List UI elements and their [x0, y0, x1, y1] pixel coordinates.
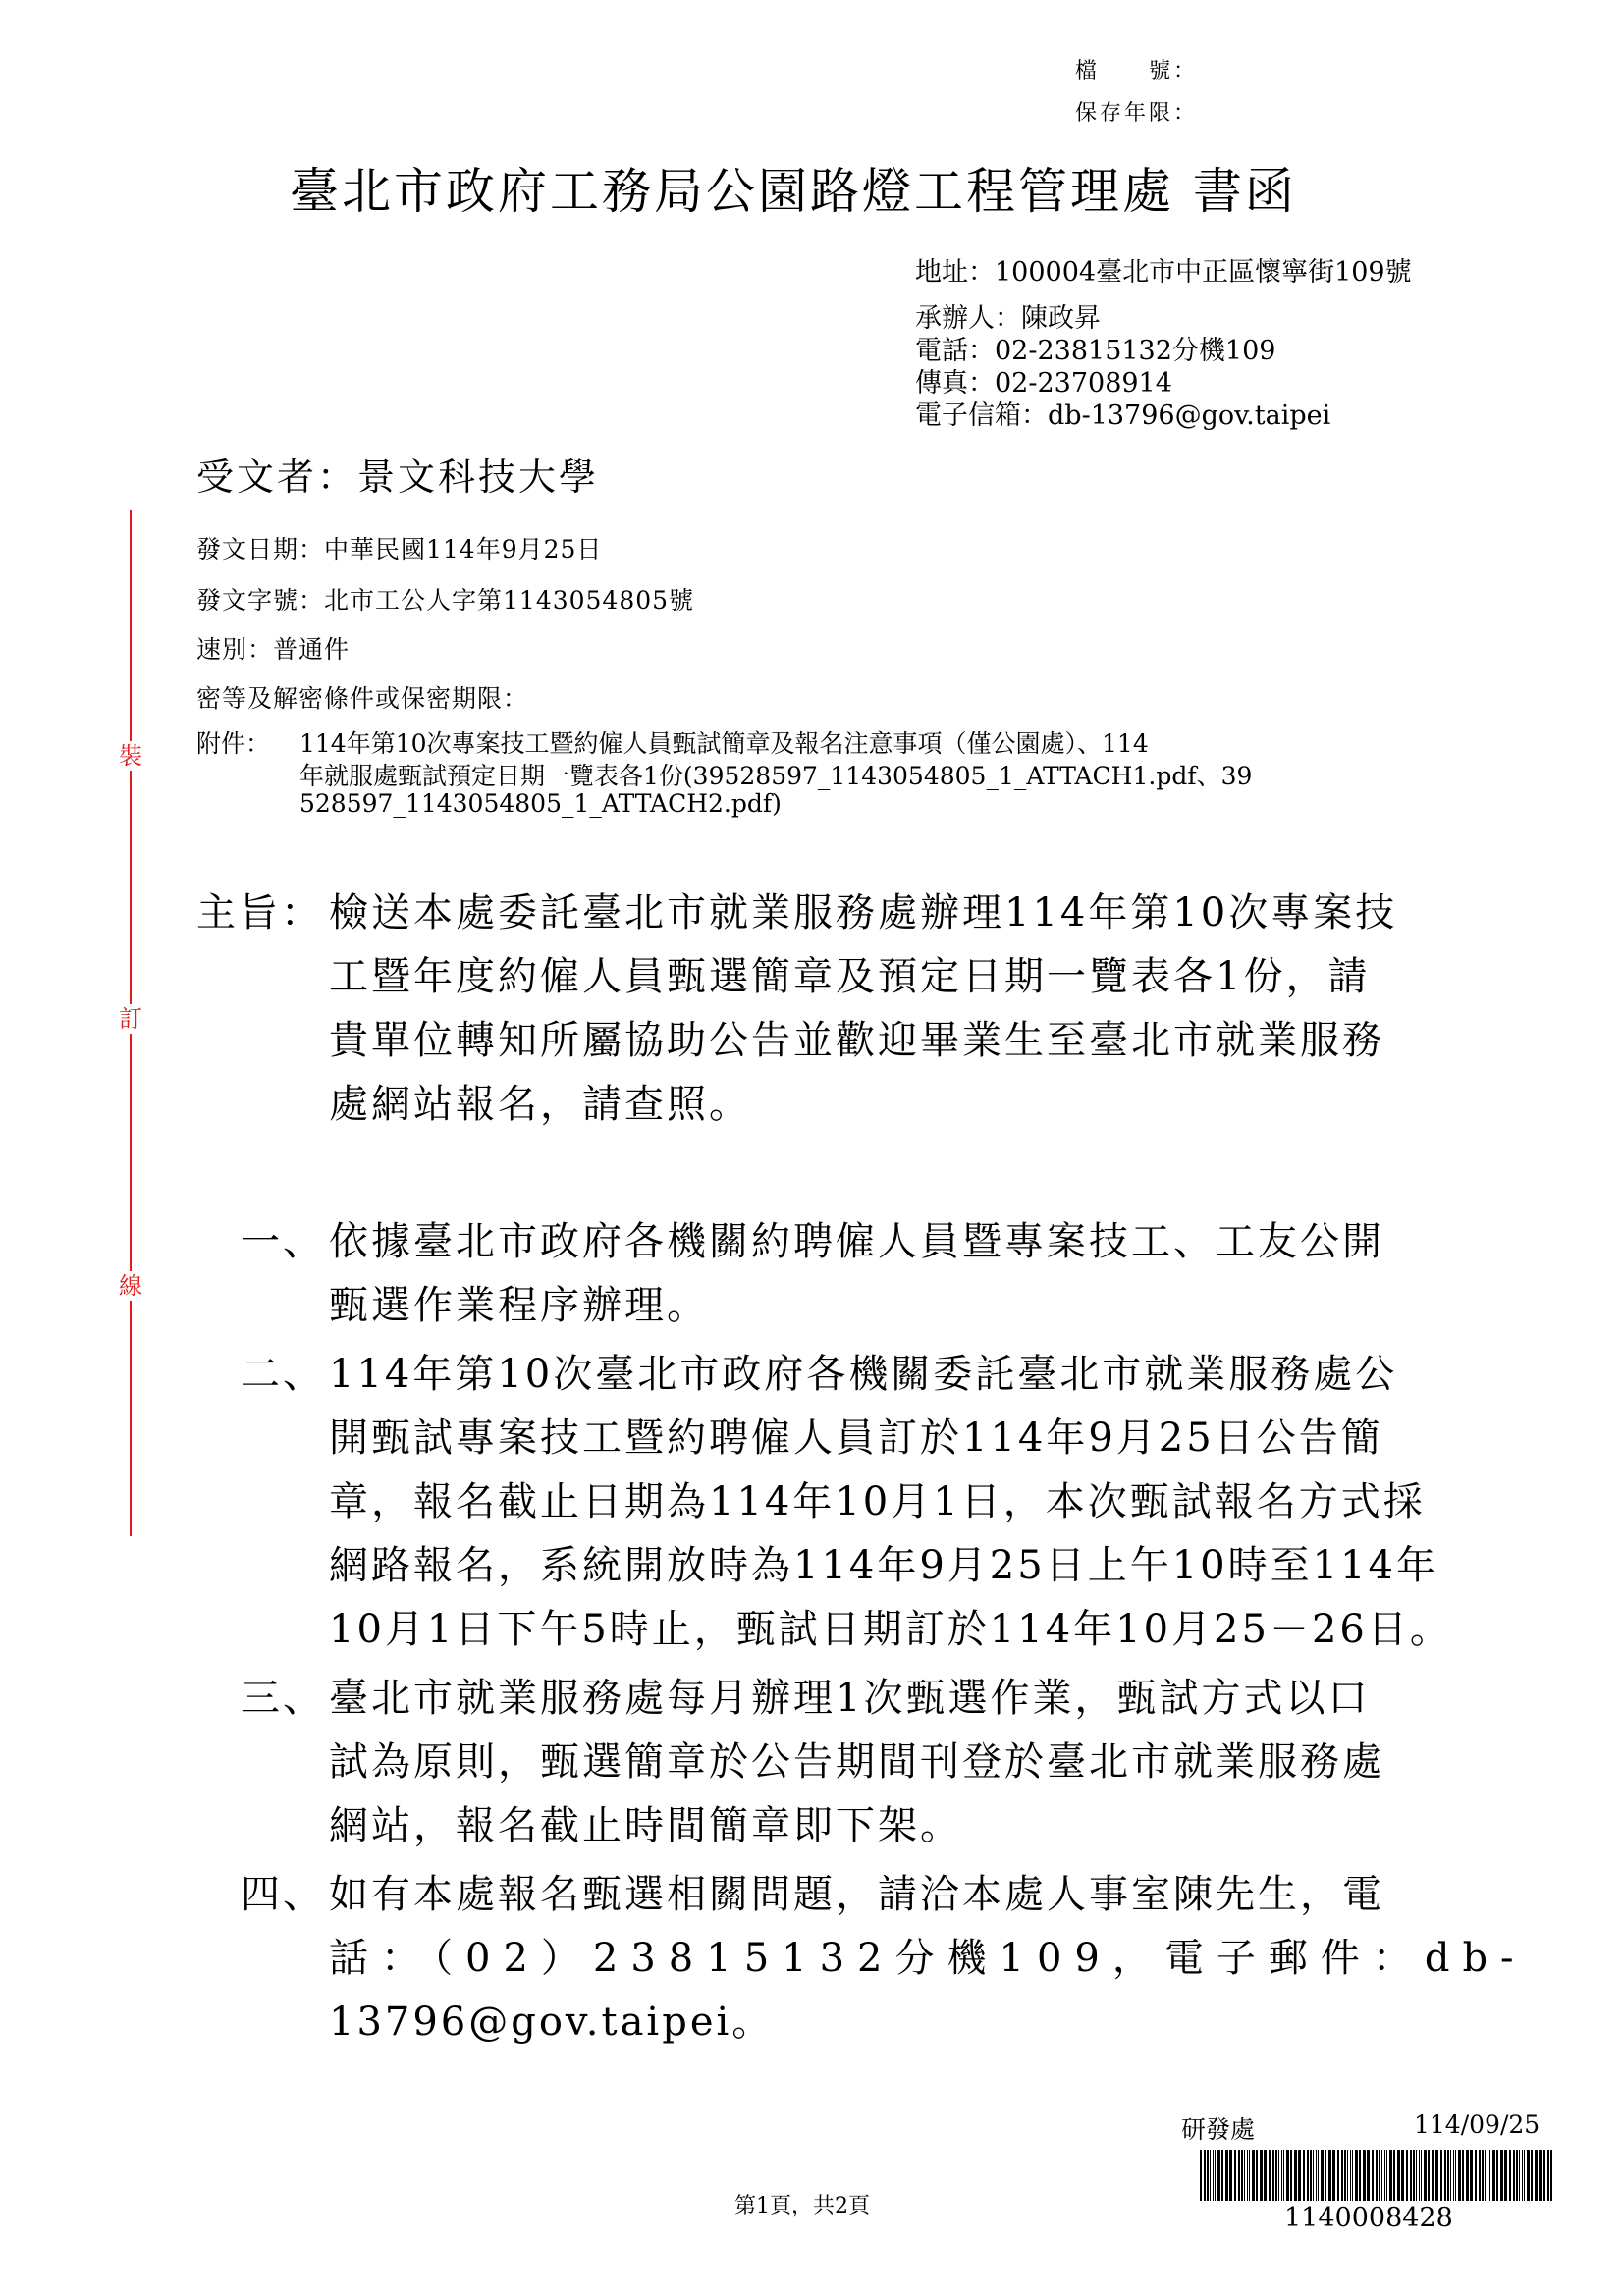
item-label: 三、	[241, 1676, 325, 1721]
barcode-bar	[1389, 2150, 1392, 2201]
barcode-bar	[1244, 2150, 1245, 2201]
contact-email: 電子信箱：db-13796@gov.taipei	[915, 400, 1331, 431]
barcode-bar	[1453, 2150, 1454, 2201]
barcode-bar	[1393, 2150, 1395, 2201]
item-line: 開甄試專案技工暨約聘僱人員訂於114年9月25日公告簡	[329, 1415, 1383, 1461]
barcode-bar	[1281, 2150, 1282, 2201]
barcode-bar	[1217, 2150, 1220, 2201]
barcode-bar	[1247, 2150, 1248, 2201]
barcode-bar	[1386, 2150, 1387, 2201]
binding-mark: 線	[119, 1272, 142, 1300]
barcode-bar	[1249, 2150, 1250, 2201]
barcode-bar	[1290, 2150, 1292, 2201]
item-line: 10月1日下午5時止，甄試日期訂於114年10月25－26日。	[329, 1607, 1452, 1652]
barcode-bar	[1363, 2150, 1366, 2201]
contact-phone: 電話：02-23815132分機109	[915, 336, 1276, 366]
barcode-bar	[1550, 2150, 1552, 2201]
barcode-bar	[1225, 2150, 1228, 2201]
subject-line: 貴單位轉知所屬協助公告並歡迎畢業生至臺北市就業服務	[329, 1018, 1384, 1063]
barcode-bar	[1264, 2150, 1267, 2201]
barcode-bar	[1419, 2150, 1420, 2201]
item-line: 114年第10次臺北市政府各機關委託臺北市就業服務處公	[329, 1352, 1398, 1397]
barcode-bar	[1379, 2150, 1380, 2201]
item-line: 13796@gov.taipei。	[329, 2000, 775, 2045]
barcode-bar	[1500, 2150, 1503, 2201]
barcode-bar	[1355, 2150, 1358, 2201]
barcode-bar	[1310, 2150, 1312, 2201]
item-line: 甄選作業程序辦理。	[329, 1283, 709, 1328]
barcode-bar	[1278, 2150, 1279, 2201]
barcode-bar	[1406, 2150, 1408, 2201]
barcode-bar	[1313, 2150, 1314, 2201]
barcode-bar	[1455, 2150, 1456, 2201]
footer-date: 114/09/25	[1414, 2110, 1541, 2139]
barcode-bar	[1447, 2150, 1449, 2201]
contact-handler: 承辦人：陳政昇	[915, 303, 1101, 334]
barcode-bar	[1519, 2150, 1520, 2201]
barcode-bar	[1229, 2150, 1232, 2201]
barcode-bar	[1321, 2150, 1324, 2201]
barcode-bar	[1221, 2150, 1223, 2201]
barcode-bar	[1428, 2150, 1430, 2201]
recipient: 受文者：景文科技大學	[196, 455, 600, 499]
barcode-bar	[1535, 2150, 1538, 2201]
delivery-speed: 速別：普通件	[196, 635, 351, 664]
barcode-bar	[1482, 2150, 1484, 2201]
barcode-bar	[1252, 2150, 1255, 2201]
barcode-bar	[1516, 2150, 1518, 2201]
barcode-bar	[1350, 2150, 1351, 2201]
issue-date: 發文日期：中華民國114年9月25日	[196, 535, 603, 563]
barcode-bar	[1543, 2150, 1545, 2201]
footer-department: 研發處	[1181, 2115, 1256, 2144]
barcode-bar	[1489, 2150, 1490, 2201]
barcode-bar	[1450, 2150, 1451, 2201]
item-line: 臺北市就業服務處每月辦理1次甄選作業，甄試方式以口	[329, 1676, 1371, 1721]
item-line: 網站，報名截止時間簡章即下架。	[329, 1803, 962, 1848]
barcode-bar	[1496, 2150, 1498, 2201]
barcode-bar	[1213, 2150, 1214, 2201]
barcode-bar	[1424, 2150, 1427, 2201]
contact-fax: 傳真：02-23708914	[915, 368, 1172, 399]
barcode-bar	[1372, 2150, 1374, 2201]
barcode-bar	[1397, 2150, 1400, 2201]
barcode-bar	[1204, 2150, 1206, 2201]
item-line: 如有本處報名甄選相關問題，請洽本處人事室陳先生，電	[329, 1872, 1384, 1917]
barcode-bar	[1470, 2150, 1473, 2201]
page-number: 第1頁，共2頁	[734, 2194, 870, 2218]
barcode-bar	[1401, 2150, 1404, 2201]
barcode-bar	[1513, 2150, 1515, 2201]
binding-mark: 裝	[119, 742, 142, 770]
contact-address: 地址：100004臺北市中正區懷寧街109號	[915, 257, 1412, 288]
attachment-label: 附件：	[196, 729, 271, 758]
barcode-bar	[1238, 2150, 1240, 2201]
barcode-bar	[1347, 2150, 1348, 2201]
barcode-bar	[1359, 2150, 1361, 2201]
barcode-bar	[1410, 2150, 1412, 2201]
barcode-bar	[1352, 2150, 1353, 2201]
subject-line: 工暨年度約僱人員甄選簡章及預定日期一覽表各1份，請	[329, 954, 1371, 999]
barcode-bar	[1294, 2150, 1297, 2201]
barcode-bar	[1341, 2150, 1343, 2201]
item-line: 試為原則，甄選簡章於公告期間刊登於臺北市就業服務處	[329, 1739, 1384, 1785]
barcode-bar	[1318, 2150, 1319, 2201]
barcode-bar	[1328, 2150, 1331, 2201]
barcode-bar	[1504, 2150, 1507, 2201]
barcode-bar	[1524, 2150, 1525, 2201]
retention-period-label: 保存年限：	[1075, 101, 1199, 126]
item-line: 網路報名，系統開放時為114年9月25日上午10時至114年	[329, 1543, 1438, 1588]
secrecy-level: 密等及解密條件或保密期限：	[196, 684, 529, 713]
barcode-bar	[1440, 2150, 1442, 2201]
attachment-line: 528597_1143054805_1_ATTACH2.pdf)	[299, 789, 782, 818]
item-line: 話：（02）23815132分機109，電子郵件：db-	[329, 1936, 1527, 1981]
barcode-bar	[1547, 2150, 1549, 2201]
barcode-bar	[1435, 2150, 1438, 2201]
barcode-bar	[1298, 2150, 1301, 2201]
file-number-label: 檔 號：	[1075, 59, 1199, 83]
barcode-bar	[1376, 2150, 1378, 2201]
barcode-bar	[1381, 2150, 1382, 2201]
item-line: 依據臺北市政府各機關約聘僱人員暨專案技工、工友公開	[329, 1219, 1384, 1264]
barcode-bar	[1260, 2150, 1263, 2201]
barcode-bar	[1492, 2150, 1495, 2201]
barcode-bar	[1272, 2150, 1274, 2201]
barcode-bar	[1283, 2150, 1284, 2201]
attachment-line: 年就服處甄試預定日期一覽表各1份(39528597_1143054805_1_ATTACH1.pdf、39	[299, 762, 1253, 790]
barcode-bar	[1367, 2150, 1370, 2201]
subject-line: 檢送本處委託臺北市就業服務處辦理114年第10次專案技	[329, 890, 1398, 935]
barcode-bar	[1210, 2150, 1211, 2201]
barcode-bar	[1316, 2150, 1317, 2201]
item-label: 一、	[241, 1219, 325, 1264]
barcode-number: 1140008428	[1284, 2203, 1453, 2233]
barcode-bar	[1444, 2150, 1446, 2201]
item-label: 二、	[241, 1352, 325, 1397]
barcode-bar	[1531, 2150, 1533, 2201]
barcode-bar	[1200, 2150, 1202, 2201]
barcode-bar	[1479, 2150, 1481, 2201]
barcode	[1200, 2150, 1553, 2201]
barcode-bar	[1207, 2150, 1209, 2201]
barcode-bar	[1215, 2150, 1216, 2201]
barcode-bar	[1307, 2150, 1309, 2201]
subject-label: 主旨：	[196, 890, 323, 935]
barcode-bar	[1241, 2150, 1243, 2201]
barcode-bar	[1303, 2150, 1305, 2201]
barcode-bar	[1485, 2150, 1486, 2201]
barcode-bar	[1234, 2150, 1236, 2201]
barcode-bar	[1344, 2150, 1346, 2201]
barcode-bar	[1432, 2150, 1434, 2201]
barcode-bar	[1527, 2150, 1530, 2201]
barcode-bar	[1522, 2150, 1523, 2201]
barcode-bar	[1269, 2150, 1271, 2201]
barcode-bar	[1325, 2150, 1326, 2201]
item-line: 章，報名截止日期為114年10月1日，本次甄試報名方式採	[329, 1479, 1426, 1524]
barcode-bar	[1275, 2150, 1277, 2201]
barcode-bar	[1539, 2150, 1542, 2201]
attachment-line: 114年第10次專案技工暨約僱人員甄試簡章及報名注意事項（僅公園處）、114	[299, 729, 1149, 758]
document-number: 發文字號：北市工公人字第1143054805號	[196, 586, 695, 614]
barcode-bar	[1337, 2150, 1339, 2201]
item-label: 四、	[241, 1872, 325, 1917]
barcode-bar	[1421, 2150, 1422, 2201]
binding-mark: 訂	[119, 1005, 142, 1033]
barcode-bar	[1413, 2150, 1415, 2201]
barcode-bar	[1475, 2150, 1477, 2201]
barcode-bar	[1458, 2150, 1461, 2201]
barcode-bar	[1332, 2150, 1335, 2201]
barcode-bar	[1384, 2150, 1385, 2201]
barcode-bar	[1416, 2150, 1417, 2201]
barcode-bar	[1466, 2150, 1469, 2201]
subject-line: 處網站報名，請查照。	[329, 1082, 751, 1127]
barcode-bar	[1462, 2150, 1464, 2201]
barcode-bar	[1286, 2150, 1289, 2201]
barcode-bar	[1256, 2150, 1258, 2201]
barcode-bar	[1509, 2150, 1511, 2201]
document-title: 臺北市政府工務局公園路燈工程管理處 書函	[290, 163, 1297, 220]
